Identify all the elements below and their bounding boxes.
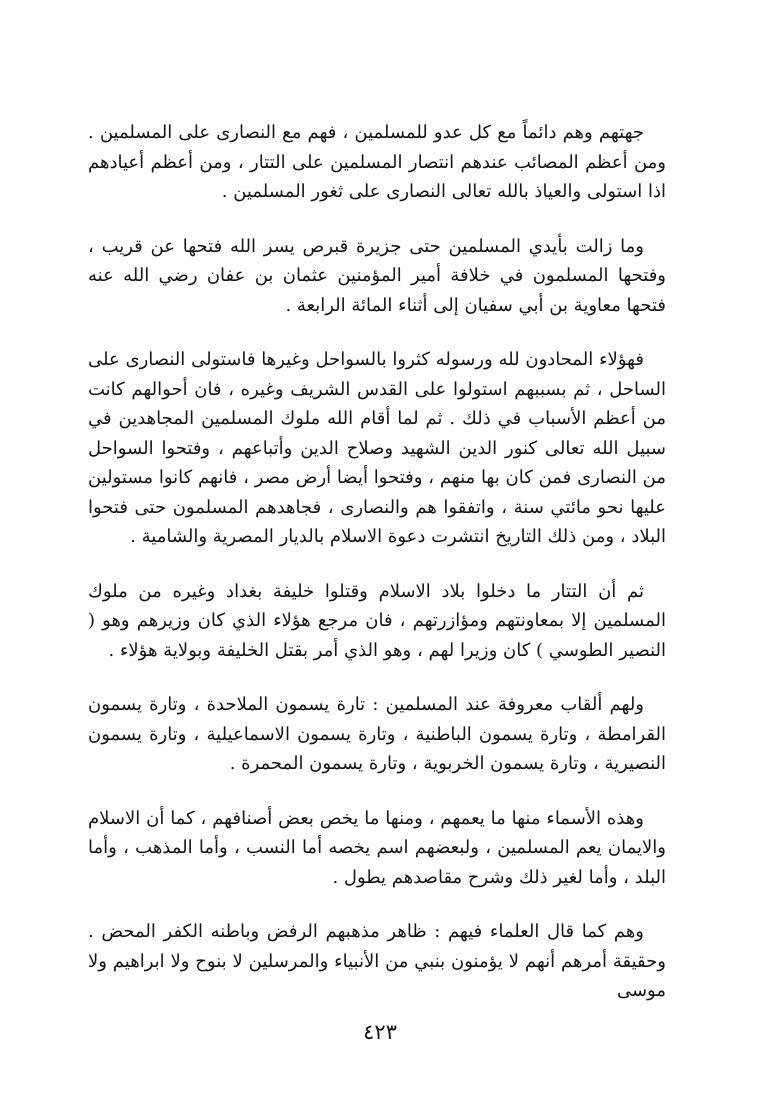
paragraph: ولهم ألقاب معروفة عند المسلمين : تارة يسمون الملاحدة ، وتارة يسمون القرامطة ، وتارة يسمون الباطنية ، وتارة يسمون الاسماعيلية ، وتارة يسمون النصيرية ، وتارة يسمون الخربوية ، وتارة يسمون المحمرة . bbox=[88, 694, 666, 774]
body-text bbox=[88, 118, 666, 1031]
page-number: ٤٢٣ bbox=[363, 1020, 397, 1044]
paragraph: وما زالت بأيدي المسلمين حتى جزيرة قبرص يسر الله فتحها عن قريب ، وفتحها المسلمون في خلافة أمير المؤمنين عثمان بن عفان رضي الله عنه فتحها معاوية بن أبي سفيان إلى أثناء المائة الرابعة . bbox=[88, 235, 666, 316]
paragraph: وهذه الأسماء منها ما يعمهم ، ومنها ما يخص بعض أصنافهم ، كما أن الاسلام والايمان يعم المسلمين ، ولبعضهم اسم يخصه أما النسب ، وأما المذهب ، وأما البلد ، وأما لغير ذلك وشرح مقاصدهم يطول . bbox=[88, 807, 666, 888]
paragraph: فهؤلاء المحادون لله ورسوله كثروا بالسواحل وغيرها فاستولى النصارى على الساحل ، ثم بسببهم استولوا على القدس الشريف وغيره ، فان أحوالهم كانت من أعظم الأسباب في ذلك . ثم لما أقام الله ملوك المسلمين المجاهدين في سبيل الله تعالى كنور الدين الشهيد وصلاح الدين وأتباعهم ، وفتحوا السواحل من النصارى فمن كان بها منهم ، وفتحوا أيضا أرض مصر ، فانهم كانوا مستولين عليها نحو مائتي سنة ، واتفقوا هم والنصارى ، فجاهدهم المسلمون حتى فتحوا البلاد ، ومن ذلك التاريخ انتشرت دعوة الاسلام بالديار المصرية والشامية . bbox=[88, 349, 666, 547]
paragraph: وهم كما قال العلماء فيهم : ظاهر مذهبهم الرفض وباطنه الكفر المحض . وحقيقة أمرهم أنهم لا يؤمنون بنبي من الأنبياء والمرسلين لا بنوح ولا ابراهيم ولا موسى bbox=[88, 921, 666, 1001]
paragraph: ثم أن التتار ما دخلوا بلاد الاسلام وقتلوا خليفة بغداد وغيره من ملوك المسلمين إلا بمعاونتهم ومؤازرتهم ، فان مرجع هؤلاء الذي كان وزيرهم وهو ( النصير الطوسي ) كان وزيرا لهم ، وهو الذي أمر بقتل الخليفة وبولاية هؤلاء . bbox=[88, 580, 666, 661]
paragraph: جهتهم وهم دائماً مع كل عدو للمسلمين ، فهم مع النصارى على المسلمين . ومن أعظم المصائب عندهم انتصار المسلمين على التتار ، ومن أعظم أعيادهم اذا استولى والعياذ بالله تعالى النصارى على ثغور المسلمين . bbox=[88, 122, 666, 202]
